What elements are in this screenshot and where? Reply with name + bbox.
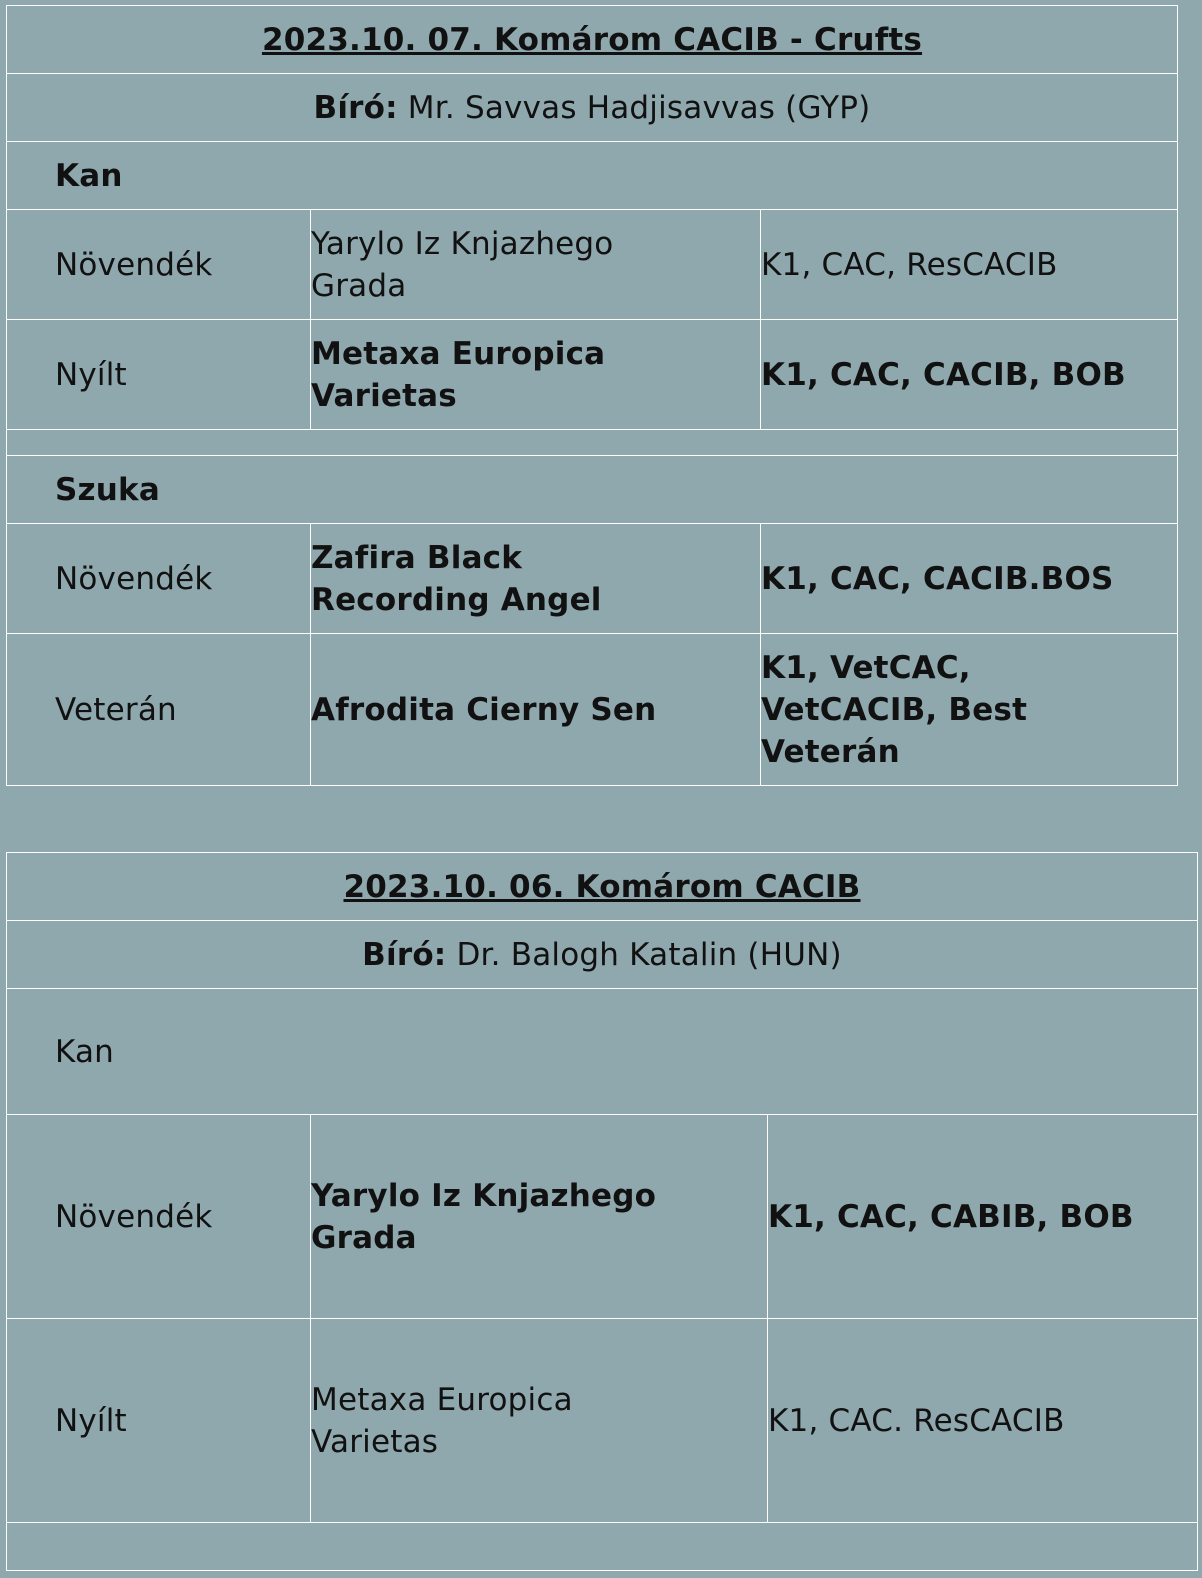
- show-title-row: [7, 6, 1178, 74]
- award-cell: K1, CAC, CABIB, BOB: [768, 1115, 1198, 1319]
- section-header-row: [7, 456, 1178, 524]
- table-row: [7, 524, 1178, 634]
- judge-label: Bíró:: [362, 936, 447, 973]
- award-cell: K1, CAC, CACIB.BOS: [761, 524, 1178, 634]
- judge-name: Mr. Savvas Hadjisavvas (GYP): [397, 89, 871, 126]
- dog-name-cell: Afrodita Cierny Sen: [311, 634, 761, 786]
- award-cell: K1, VetCAC, VetCACIB, Best Veterán: [761, 634, 1178, 786]
- dog-name-cell: Metaxa Europica Varietas: [311, 1319, 768, 1523]
- section-header-row: [7, 989, 1198, 1115]
- award-cell: K1, CAC, CACIB, BOB: [761, 320, 1178, 430]
- class-cell: Veterán: [7, 634, 311, 786]
- award-cell: K1, CAC. ResCACIB: [768, 1319, 1198, 1523]
- class-cell: Nyílt: [7, 320, 311, 430]
- table-row: [7, 634, 1178, 786]
- table-row: [7, 320, 1178, 430]
- dog-name-cell: Metaxa Europica Varietas: [311, 320, 761, 430]
- show-results-table: [6, 852, 1198, 1571]
- show-title: 2023.10. 06. Komárom CACIB: [7, 853, 1198, 921]
- award-cell: K1, CAC, ResCACIB: [761, 210, 1178, 320]
- table-row: [7, 210, 1178, 320]
- judge-info: [7, 74, 1178, 142]
- class-cell: Növendék: [7, 210, 311, 320]
- judge-row: [7, 74, 1178, 142]
- section-label: Kan: [7, 142, 1178, 210]
- class-cell: Nyílt: [7, 1319, 311, 1523]
- section-header-row: [7, 142, 1178, 210]
- spacer-cell: [7, 430, 1178, 456]
- show-results-table: [6, 5, 1178, 786]
- show-title-row: [7, 853, 1198, 921]
- spacer-row: [7, 430, 1178, 456]
- judge-row: [7, 921, 1198, 989]
- class-cell: Növendék: [7, 524, 311, 634]
- judge-info: [7, 921, 1198, 989]
- show-title: 2023.10. 07. Komárom CACIB - Crufts: [7, 6, 1178, 74]
- section-label: Kan: [7, 989, 1198, 1115]
- class-cell: Növendék: [7, 1115, 311, 1319]
- dog-name-cell: Zafira Black Recording Angel: [311, 524, 761, 634]
- spacer-row: [7, 1523, 1198, 1571]
- section-label: Szuka: [7, 456, 1178, 524]
- table-row: [7, 1319, 1198, 1523]
- judge-name: Dr. Balogh Katalin (HUN): [446, 936, 842, 973]
- dog-name-cell: Yarylo Iz Knjazhego Grada: [311, 1115, 768, 1319]
- dog-name-cell: Yarylo Iz Knjazhego Grada: [311, 210, 761, 320]
- spacer-cell: [7, 1523, 1198, 1571]
- judge-label: Bíró:: [313, 89, 398, 126]
- table-row: [7, 1115, 1198, 1319]
